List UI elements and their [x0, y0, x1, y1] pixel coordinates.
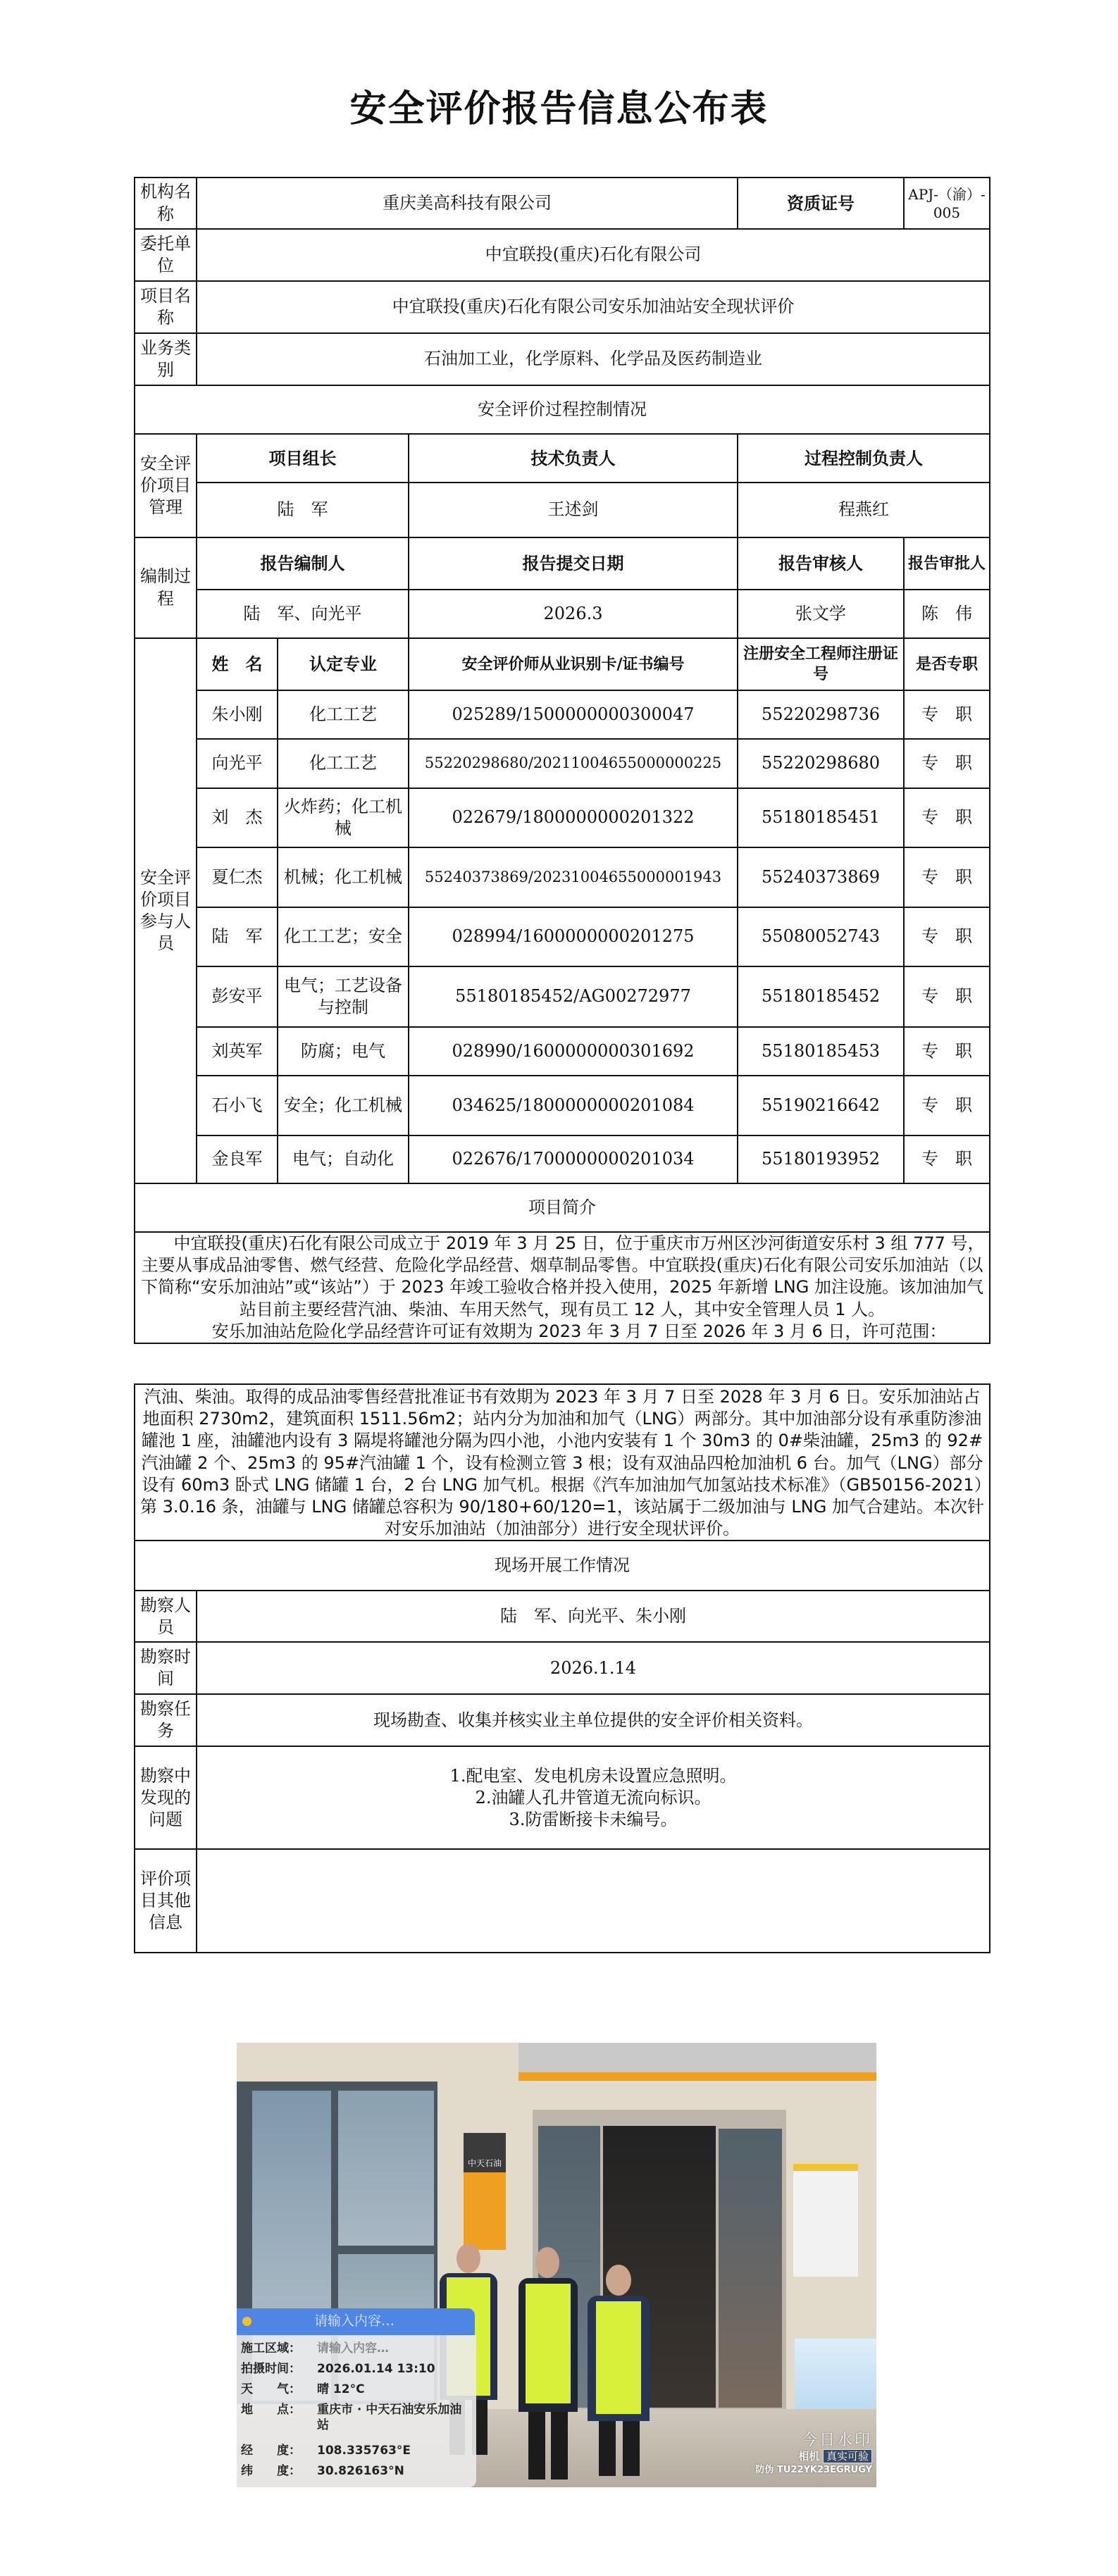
staff-row — [135, 1027, 990, 1076]
staff-fulltime: 专 职 — [904, 847, 990, 907]
mgmt-header-control: 过程控制负责人 — [738, 434, 990, 483]
project-value: 中宜联投(重庆)石化有限公司安乐加油站安全现状评价 — [197, 281, 990, 333]
staff-fulltime: 专 职 — [904, 788, 990, 847]
watermark-row: 经 度： 108.335763°E — [241, 2444, 411, 2458]
mgmt-tech: 王述剑 — [409, 483, 738, 537]
staff-fulltime: 专 职 — [904, 907, 990, 966]
staff-reg: 55080052743 — [738, 907, 904, 966]
business-label: 业务类别 — [135, 333, 197, 385]
survey-time: 2026.1.14 — [197, 1642, 990, 1694]
watermark-row: 拍摄时间： 2026.01.14 13:10 — [241, 2362, 435, 2376]
mgmt-header-tech: 技术负责人 — [409, 434, 738, 483]
staff-major: 化工工艺 — [278, 739, 409, 788]
staff-header-reg: 注册安全工程师注册证号 — [738, 638, 904, 690]
compile-label: 编制过程 — [135, 537, 197, 638]
staff-fulltime: 专 职 — [904, 1027, 990, 1076]
staff-card: 025289/1500000000300047 — [409, 690, 738, 739]
brand-subline — [755, 2451, 872, 2463]
staff-fulltime: 专 职 — [904, 690, 990, 739]
staff-header-fulltime: 是否专职 — [904, 638, 990, 690]
staff-reg: 55180193952 — [738, 1135, 904, 1183]
staff-header-row — [135, 638, 990, 690]
intro-text-part2 — [135, 1384, 990, 1541]
issue-item: 3.防雷断接卡未编号。 — [509, 1809, 678, 1829]
staff-card: 55180185452/AG00272977 — [409, 966, 738, 1027]
brand-verified-badge: 真实可验 — [823, 2449, 872, 2463]
watermark-dot-icon — [242, 2317, 251, 2326]
staff-fulltime: 专 职 — [904, 1076, 990, 1135]
staff-major: 化工工艺 — [278, 690, 409, 739]
staff-reg: 55190216642 — [738, 1076, 904, 1135]
info-table-continued — [134, 1383, 990, 1953]
compile-header-reviewer: 报告审核人 — [738, 537, 904, 590]
watermark-row: 地 点： 重庆市 · 中天石油安乐加油站 — [241, 2403, 462, 2432]
staff-major: 电气；自动化 — [278, 1135, 409, 1183]
staff-major: 机械；化工机械 — [278, 847, 409, 907]
watermark-row: 天 气： 晴 12°C — [241, 2382, 365, 2396]
compile-header-approver: 报告审批人 — [904, 537, 990, 590]
other-info-value — [197, 1849, 990, 1953]
staff-row — [135, 690, 990, 739]
cert-label: 资质证号 — [738, 178, 904, 229]
staff-major: 安全；化工机械 — [278, 1076, 409, 1135]
staff-reg: 55220298736 — [738, 690, 904, 739]
staff-reg: 55220298680 — [738, 739, 904, 788]
photo-door-right — [719, 2129, 782, 2408]
staff-header-name: 姓 名 — [197, 638, 278, 690]
person-2 — [514, 2247, 582, 2479]
staff-header-major: 认定专业 — [278, 638, 409, 690]
brand-camera: 相机 — [798, 2450, 820, 2463]
staff-name: 彭安平 — [197, 966, 278, 1027]
staff-name: 陆 军 — [197, 907, 278, 966]
intro-paragraph-2a: 安乐加油站危险化学品经营许可证有效期为 2023 年 3 月 7 日至 2026 年 3 月 6 日，许可范围： — [211, 1321, 947, 1341]
staff-card: 028990/1600000000301692 — [409, 1027, 738, 1076]
staff-major: 电气；工艺设备与控制 — [278, 966, 409, 1027]
intro-text-part1 — [135, 1232, 990, 1343]
project-label: 项目名称 — [135, 281, 197, 333]
intro-paragraph-1: 中宜联投(重庆)石化有限公司成立于 2019 年 3 月 25 日，位于重庆市万州区沙河街道安乐村 3 组 777 号，主要从事成品油零售、燃气经营、危险化学品经营、烟草制品零售。中宜联投(重庆)石化有限公司安乐加油站（以下简称“安乐加油站”或“该站”）于 2023 年竣工验收合格并投入使用，2025 年新增 LNG 加注设施。该加油加气站目前主要经营汽油、柴油、车用天然气，现有员工 12 人，其中安全管理人员 1 人。 — [141, 1233, 985, 1319]
staff-name: 刘 杰 — [197, 788, 278, 847]
staff-major: 火炸药；化工机械 — [278, 788, 409, 847]
client-label: 委托单位 — [135, 229, 197, 281]
photo-canopy — [518, 2043, 876, 2074]
mgmt-label: 安全评价项目管理 — [135, 434, 197, 537]
cert-no: APJ-（渝）-005 — [904, 178, 990, 229]
brand-code: 防伪 TU22YK23EGRUGY — [755, 2464, 872, 2475]
staff-card: 022679/1800000000201322 — [409, 788, 738, 847]
staff-name: 向光平 — [197, 739, 278, 788]
info-table — [134, 177, 990, 1344]
intro-section-title: 项目简介 — [135, 1183, 990, 1232]
compile-approver: 陈 伟 — [904, 590, 990, 638]
other-info-label: 评价项目其他信息 — [135, 1849, 197, 1953]
brand-name: 今日水印 — [801, 2432, 872, 2449]
staff-name: 朱小刚 — [197, 690, 278, 739]
staff-card: 022676/1700000000201034 — [409, 1135, 738, 1183]
staff-fulltime: 专 职 — [904, 966, 990, 1027]
staff-row — [135, 847, 990, 907]
mgmt-header-leader: 项目组长 — [197, 434, 409, 483]
compile-author: 陆 军、向光平 — [197, 590, 409, 638]
staff-row — [135, 1076, 990, 1135]
staff-label: 安全评价项目参与人员 — [135, 638, 197, 1183]
watermark-brand — [755, 2432, 872, 2475]
survey-staff: 陆 军、向光平、朱小刚 — [197, 1591, 990, 1642]
staff-name: 夏仁杰 — [197, 847, 278, 907]
photo-store-sign: 中天石油 — [464, 2133, 506, 2172]
compile-reviewer: 张文学 — [738, 590, 904, 638]
staff-name: 刘英军 — [197, 1027, 278, 1076]
client-value: 中宜联投(重庆)石化有限公司 — [197, 229, 990, 281]
issue-item: 2.油罐人孔井管道无流向标识。 — [475, 1787, 712, 1807]
photo-notice-board — [793, 2164, 858, 2277]
staff-major: 防腐；电气 — [278, 1027, 409, 1076]
issues-label: 勘察中发现的问题 — [135, 1746, 197, 1849]
survey-staff-label: 勘察人员 — [135, 1591, 197, 1642]
process-section-title: 安全评价过程控制情况 — [135, 385, 990, 434]
site-photo — [237, 2043, 876, 2487]
staff-fulltime: 专 职 — [904, 739, 990, 788]
issues-list — [197, 1746, 990, 1849]
org-row — [135, 178, 990, 229]
staff-card: 55240373869/20231004655000001943 — [409, 847, 738, 907]
staff-row — [135, 966, 990, 1027]
photo-store-sign-panel — [464, 2172, 506, 2250]
staff-reg: 55180185452 — [738, 966, 904, 1027]
compile-header-date: 报告提交日期 — [409, 537, 738, 590]
org-name: 重庆美高科技有限公司 — [197, 178, 738, 229]
staff-card: 55220298680/20211004655000000225 — [409, 739, 738, 788]
business-value: 石油加工业，化学原料、化学品及医药制造业 — [197, 333, 990, 385]
survey-task: 现场勘查、收集并核实业主单位提供的安全评价相关资料。 — [197, 1694, 990, 1746]
compile-header-author: 报告编制人 — [197, 537, 409, 590]
field-section-title: 现场开展工作情况 — [135, 1541, 990, 1591]
survey-task-label: 勘察任务 — [135, 1694, 197, 1746]
staff-header-card: 安全评价师从业识别卡/证书编号 — [409, 638, 738, 690]
staff-name: 石小飞 — [197, 1076, 278, 1135]
person-3 — [583, 2265, 654, 2476]
staff-row — [135, 788, 990, 847]
staff-name: 金良军 — [197, 1135, 278, 1183]
watermark-header-text: 请输入内容… — [314, 2313, 395, 2329]
org-name-label: 机构名称 — [135, 178, 197, 229]
compile-date: 2026.3 — [409, 590, 738, 638]
watermark-row: 纬 度： 30.826163°N — [241, 2464, 404, 2478]
photo-window-glass — [338, 2091, 434, 2246]
photo-canopy-stripe — [518, 2072, 876, 2081]
staff-major: 化工工艺；安全 — [278, 907, 409, 966]
survey-time-label: 勘察时间 — [135, 1642, 197, 1694]
staff-reg: 55240373869 — [738, 847, 904, 907]
staff-row — [135, 739, 990, 788]
staff-fulltime: 专 职 — [904, 1135, 990, 1183]
staff-reg: 55180185453 — [738, 1027, 904, 1076]
staff-row — [135, 1135, 990, 1183]
watermark-row: 施工区域： 请输入内容… — [241, 2341, 389, 2356]
intro-paragraph-2b: 汽油、柴油。取得的成品油零售经营批准证书有效期为 2023 年 3 月 7 日至 2028 年 3 月 6 日。安乐加油站占地面积 2730m2，建筑面积 1511.56m2；站内分为加油和加气（LNG）两部分。其中加油部分设有承重防渗油罐池 1 座，油罐池内设有 3 隔堤将罐池分隔为四小池，小池内安装有 1 个 30m3 的 0#柴油罐，25m3 的 92#汽油罐 2 个、25m3 的 95#汽油罐 1 个，设有检测立管 3 根；设有双油品四枪加油机 6 台。加气（LNG）部分设有 60m3 卧式 LNG 储罐 1 台，2 台 LNG 加气机。根据《汽车加油加气加氢站技术标准》（GB50156-2021）第 3.0.16 条，油罐与 LNG 储罐总容积为 90/180+60/120=1，该站属于二级加油与 LNG 加气合建站。本次针对安乐加油站（加油部分）进行安全现状评价。 — [140, 1387, 984, 1539]
staff-card: 034625/1800000000201084 — [409, 1076, 738, 1135]
page-title: 安全评价报告信息公布表 — [349, 87, 769, 130]
mgmt-control: 程燕红 — [738, 483, 990, 537]
staff-row — [135, 907, 990, 966]
mgmt-leader: 陆 军 — [197, 483, 409, 537]
issue-item: 1.配电室、发电机房未设置应急照明。 — [449, 1765, 737, 1786]
staff-reg: 55180185451 — [738, 788, 904, 847]
staff-card: 028994/1600000000201275 — [409, 907, 738, 966]
